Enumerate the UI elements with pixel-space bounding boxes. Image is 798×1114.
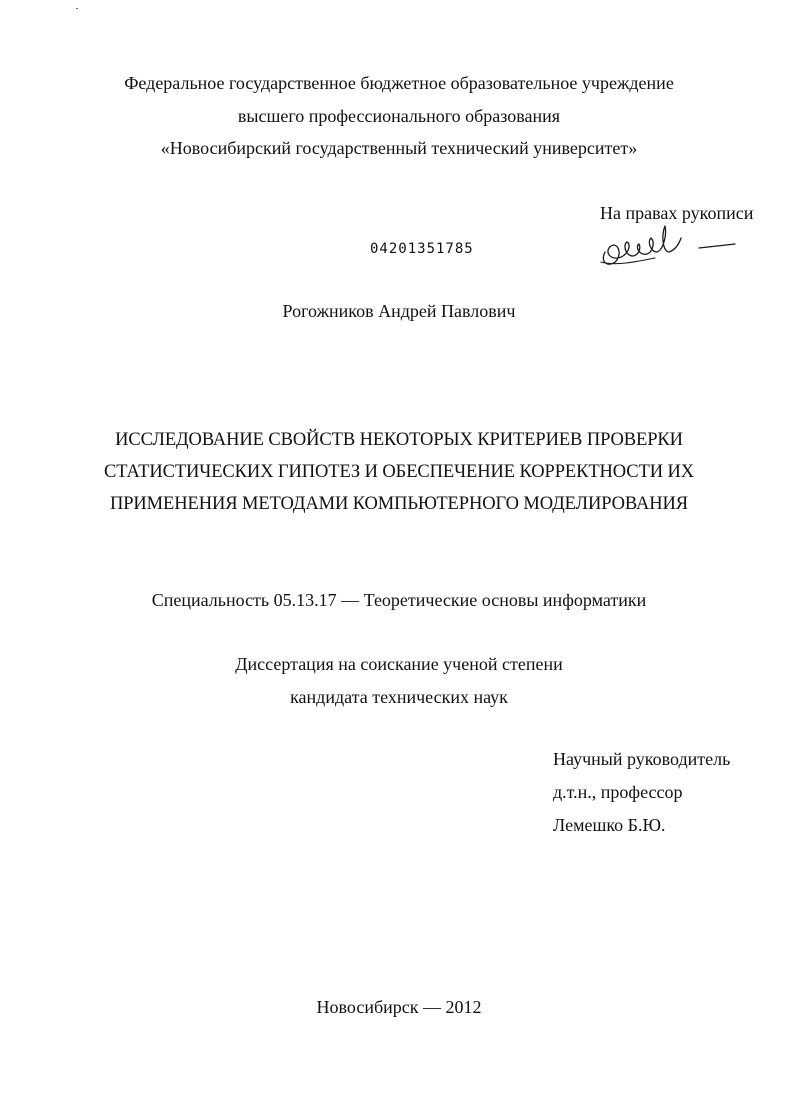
title-line-2: СТАТИСТИЧЕСКИХ ГИПОТЕЗ И ОБЕСПЕЧЕНИЕ КОРРЕКТНОСТИ ИХ: [103, 462, 695, 482]
handwritten-signature: [595, 222, 745, 278]
place-year: Новосибирск — 2012: [316, 997, 482, 1017]
degree-line-1: Диссертация на соискание ученой степени: [235, 654, 563, 674]
manuscript-note: На правах рукописи: [600, 203, 754, 223]
supervisor-role: Научный руководитель: [553, 749, 731, 769]
supervisor-rank: д.т.н., профессор: [553, 782, 683, 802]
degree-line-2: кандидата технических наук: [290, 687, 508, 707]
institution-line-1: Федеральное государственное бюджетное образовательное учреждение: [124, 73, 674, 93]
title-line-1: ИССЛЕДОВАНИЕ СВОЙСТВ НЕКОТОРЫХ КРИТЕРИЕВ ПРОВЕРКИ: [115, 430, 683, 450]
scan-speck: [76, 8, 78, 9]
author-name: Рогожников Андрей Павлович: [282, 301, 516, 321]
specialty: Специальность 05.13.17 — Теоретические основы информатики: [151, 590, 647, 610]
registration-number: 04201351785: [370, 241, 474, 257]
supervisor-name: Лемешко Б.Ю.: [553, 815, 666, 835]
title-line-3: ПРИМЕНЕНИЯ МЕТОДАМИ КОМПЬЮТЕРНОГО МОДЕЛИРОВАНИЯ: [109, 494, 689, 514]
institution-line-3: «Новосибирский государственный технический университет»: [160, 138, 638, 158]
institution-line-2: высшего профессионального образования: [237, 106, 561, 126]
